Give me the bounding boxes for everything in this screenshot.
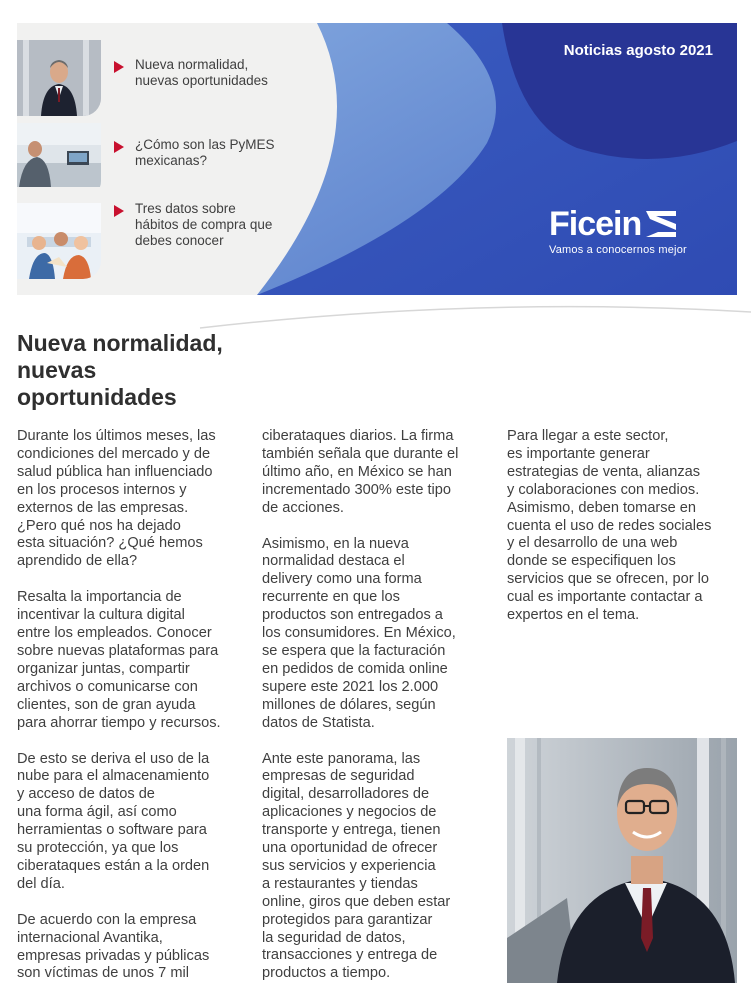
thumbnail-businessman[interactable]: [17, 40, 101, 116]
brand-tagline: Vamos a conocernos mejor: [549, 244, 687, 256]
thumbnail-office-phone[interactable]: [17, 123, 101, 199]
businessman-photo: [507, 738, 737, 983]
paragraph: De esto se deriva el uso de la nube para el almacenamiento y acceso de datos de una forma ágil, así como herramientas o software para su protección, ya que los ciberataques están a la orden del día.: [17, 750, 210, 892]
toc-item-label: ¿Cómo son las PyMES mexicanas?: [135, 137, 275, 168]
issue-title: Noticias agosto 2021: [563, 42, 713, 59]
brand-name: Ficein: [549, 205, 642, 243]
decorative-divider-curve: [0, 290, 751, 330]
toc-item-pymes[interactable]: [114, 137, 295, 169]
paragraph: ciberataques diarios. La firma también señala que durante el último año, en México se han incrementado 300% este tipo de acciones.: [262, 428, 459, 516]
paragraph: Durante los últimos meses, las condiciones del mercado y de salud pública han influenciado en los procesos internos y externos de las empresas. ¿Pero qué nos ha dejado esta situación? ¿Qué hemos aprendido de ella?: [17, 428, 216, 570]
paragraph: Asimismo, en la nueva normalidad destaca el delivery como una forma recurrente en que los productos son entregados a los consumidores. En México, se espera que la facturación en pedidos de comida online supere este 2021 los 2.000 millones de dólares, según datos de Statista.: [262, 535, 456, 731]
newsletter-header: [17, 23, 737, 295]
toc-arrow-icon: [114, 141, 124, 153]
toc-arrow-icon: [114, 61, 124, 73]
brand-logo[interactable]: [549, 206, 687, 256]
article-title: Nueva normalidad, nuevas oportunidades: [17, 330, 223, 410]
thumbnail-shopping-team[interactable]: [17, 203, 101, 279]
ficein-mark-icon: [644, 209, 678, 239]
paragraph: Resalta la importancia de incentivar la cultura digital entre los empleados. Conocer sobre nuevas plataformas para organizar juntas, compartir archivos o comunicarse con clientes, son de gran ayuda para ahorrar tiempo y recursos.: [17, 589, 221, 731]
toc-arrow-icon: [114, 205, 124, 217]
brand-name-row: [549, 206, 687, 242]
toc-item-habitos-compra[interactable]: [114, 201, 295, 249]
toc-item-label: Nueva normalidad, nuevas oportunidades: [135, 57, 268, 88]
toc-item-nueva-normalidad[interactable]: [114, 57, 295, 89]
paragraph: Para llegar a este sector, es importante generar estrategias de venta, alianzas y colaboraciones con medios. Asimismo, deben tomarse en cuenta el uso de redes sociales y el desarrollo de una web donde se especifiquen los servicios que se ofrecen, por lo cual es importante contactar a expertos en el tema.: [507, 428, 712, 624]
article-column-2: [262, 428, 498, 1001]
toc-item-label: Tres datos sobre hábitos de compra que debes conocer: [135, 201, 273, 248]
article-column-3: [507, 428, 743, 643]
paragraph: De acuerdo con la empresa internacional Avantika, empresas privadas y públicas son víctimas de unos 7 mil: [17, 911, 210, 982]
paragraph: Ante este panorama, las empresas de seguridad digital, desarrolladores de aplicaciones y negocios de transporte y entrega, tienen una oportunidad de ofrecer sus servicios y experiencia a restaurantes y tiendas online, giros que deben estar protegidos para garantizar la seguridad de datos, transacciones y entrega de productos a tiempo.: [262, 750, 451, 982]
article-column-1: [17, 428, 253, 1001]
